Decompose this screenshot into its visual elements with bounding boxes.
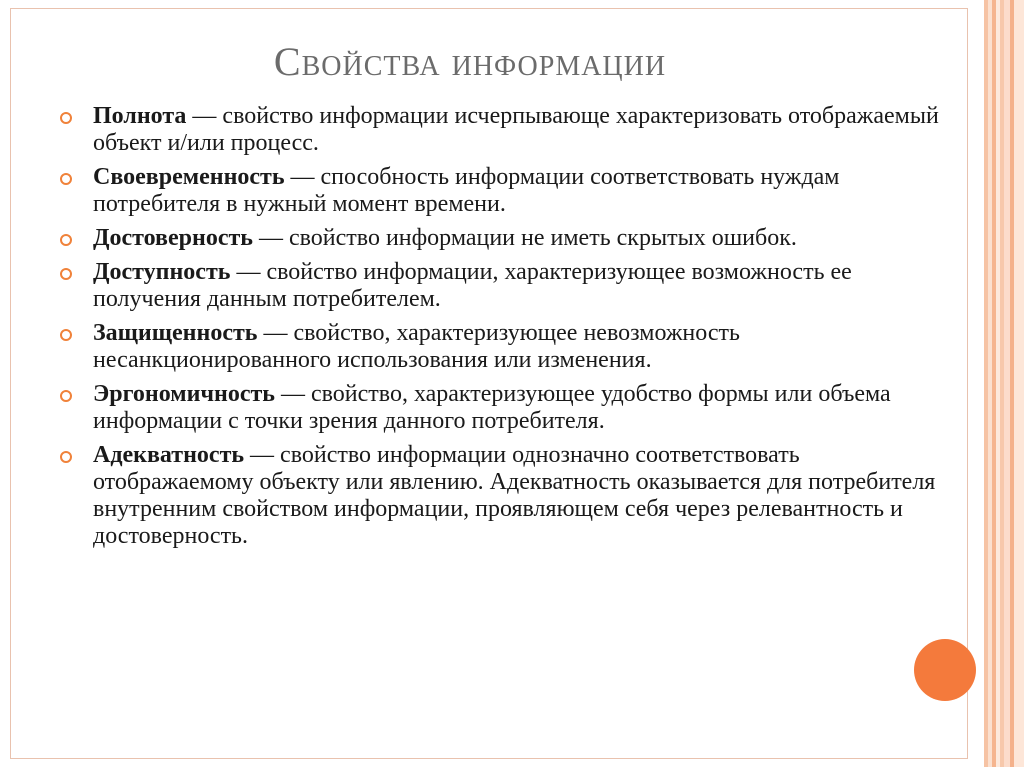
item-definition: — свойство информации однозначно соответствовать отображаемому объекту или явлению. Адекватность оказывается для потребителя внутренним свойством информации, проявляющем себя через релевантность и достоверность. <box>93 442 936 549</box>
item-term: Адекватность <box>93 442 245 468</box>
list-item <box>60 320 940 374</box>
ring-bullet-icon <box>60 451 72 463</box>
ring-bullet-icon <box>60 390 72 402</box>
item-definition: — свойство информации исчерпывающе характеризовать отображаемый объект и/или процесс. <box>93 103 939 156</box>
item-term: Эргономичность <box>93 381 275 407</box>
decorative-stripes <box>976 0 1024 767</box>
ring-bullet-icon <box>60 268 72 280</box>
list-item <box>60 442 940 550</box>
list-item <box>60 164 940 218</box>
ring-bullet-icon <box>60 329 72 341</box>
ring-bullet-icon <box>60 173 72 185</box>
item-definition: — свойство информации, характеризующее возможность ее получения данным потребителем. <box>93 259 852 312</box>
item-definition: — свойство, характеризующее невозможность несанкционированного использования или изменения. <box>93 320 740 373</box>
list-item <box>60 259 940 313</box>
item-term: Доступность <box>93 259 231 285</box>
item-definition: — способность информации соответствовать нуждам потребителя в нужный момент времени. <box>93 164 840 217</box>
list-item <box>60 103 940 157</box>
list-item <box>60 381 940 435</box>
slide-title: Свойства информации <box>273 39 667 84</box>
item-term: Защищенность <box>93 320 258 346</box>
item-term: Своевременность <box>93 164 285 190</box>
properties-list <box>60 103 940 557</box>
item-term: Полнота <box>93 103 187 129</box>
ring-bullet-icon <box>60 234 72 246</box>
list-item <box>60 225 940 252</box>
decorative-circle-icon <box>914 639 976 701</box>
item-term: Достоверность <box>93 225 253 251</box>
item-definition: — свойство информации не иметь скрытых ошибок. <box>252 225 797 251</box>
item-definition: — свойство, характеризующее удобство формы или объема информации с точки зрения данного потребителя. <box>93 381 891 434</box>
ring-bullet-icon <box>60 112 72 124</box>
